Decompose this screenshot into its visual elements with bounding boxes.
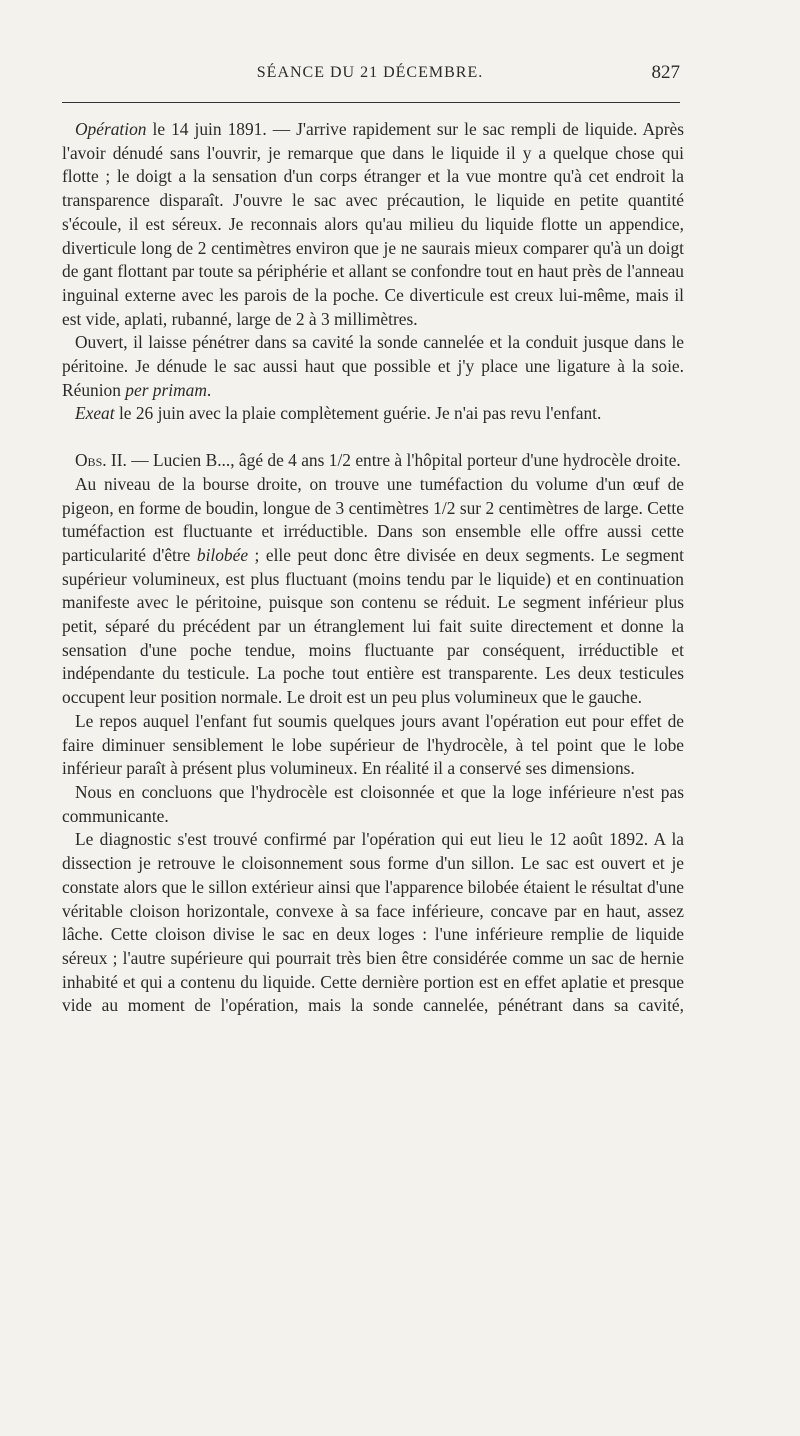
italic-word: bilobée <box>196 544 249 565</box>
paragraph-conclusion <box>62 781 684 828</box>
paragraph-text: — Lucien B..., âgé de 4 ans 1/2 entre à l'hôpital porteur d'une hydrocèle droite. <box>126 450 681 471</box>
paragraph-end: . <box>206 379 212 400</box>
page-header <box>60 62 680 92</box>
italic-phrase: per primam <box>125 379 207 400</box>
running-title: SÉANCE DU 21 DÉCEMBRE. <box>256 64 484 81</box>
italic-lead: Exeat <box>75 403 115 424</box>
paragraph-text-continued: ; elle peut donc être divisée en deux segments. Le segment supérieur volumineux, est plus fluctuant (moins tendu par le liquide) et en continuation manifeste avec le péritoine, puisque son contenu se réduit. Le segment inférieur plus petit, séparé du précédent par un étranglement lui fait suite directement et donne la sensation d'une poche tendue, moins fluctuante par conséquent, irréductible et indépendante du testicule. La poche tout entière est transparente. Les deux testicules occupent leur position normale. Le droit est un peu plus volumineux que le gauche. <box>62 544 684 708</box>
paragraph-text: le 26 juin avec la plaie complètement guérie. Je n'ai pas revu l'enfant. <box>114 403 602 424</box>
paragraph-ouvert <box>62 331 684 402</box>
paragraph-text: le 14 juin 1891. — J'arrive rapidement sur le sac rempli de liquide. Après l'avoir dénudé sans l'ouvrir, je remarque que dans le liquide il y a quelque chose qui flotte ; le doigt a la sensation d'un corps étranger et la vue montre qu'à cet endroit la transparence disparaît. J'ouvre le sac avec précaution, le liquide en petite quantité s'écoule, il est séreux. Je reconnais alors qu'au milieu du liquide flotte un appendice, diverticule long de 2 centimètres environ que je ne saurais mieux comparer qu'à un doigt de gant flottant par toute sa périphérie et allant se confondre tout en haut près de l'anneau inguinal externe avec les parois de la poche. Ce diverticule est creux lui-même, mais il est vide, aplati, rubanné, large de 2 à 3 millimètres. <box>62 119 684 329</box>
observation-label: Obs. II. <box>75 450 127 471</box>
paragraph-observation-heading <box>62 449 684 473</box>
paragraph-text: Ouvert, il laisse pénétrer dans sa cavité la sonde cannelée et la conduit jusque dans le péritoine. Je dénude le sac aussi haut que possible et j'y place une ligature à la soie. Réunion <box>62 332 684 400</box>
header-rule <box>62 102 680 103</box>
italic-lead: Opération <box>75 119 147 139</box>
body-text <box>62 118 684 1018</box>
paragraph-exeat <box>62 402 684 426</box>
paragraph-text: Au niveau de la bourse droite, on trouve une tuméfaction du volume d'un œuf de pigeon, en forme de boudin, longue de 3 centimètres 1/2 sur 2 centimètres de large. Cette tuméfaction est fluctuante et irréductible. Dans son ensemble elle offre aussi cette particularité d'être <box>62 473 684 565</box>
paragraph-text: Nous en concluons que l'hydrocèle est cloisonnée et que la loge inférieure n'est pas communicante. <box>62 781 684 826</box>
paragraph-bourse <box>62 473 684 710</box>
paragraph-diagnostic <box>62 828 684 1018</box>
paragraph-text: Le repos auquel l'enfant fut soumis quelques jours avant l'opération eut pour effet de faire diminuer sensiblement le lobe supérieur de l'hydrocèle, à tel point que le lobe inférieur paraît à présent plus volumineux. En réalité il a conservé ses dimensions. <box>62 710 684 779</box>
page-number: 827 <box>651 62 680 83</box>
paragraph-operation <box>62 118 684 331</box>
paragraph-repos <box>62 710 684 781</box>
paragraph-text: Le diagnostic s'est trouvé confirmé par l'opération qui eut lieu le 12 août 1892. A la dissection je retrouve le cloisonnement sous forme d'un sillon. Le sac est ouvert et je constate alors que le sillon extérieur ainsi que l'apparence bilobée étaient le résultat d'une véritable cloison horizontale, convexe à sa face inférieure, concave par en haut, assez lâche. Cette cloison divise le sac en deux loges : l'une inférieure remplie de liquide séreux ; l'autre supérieure qui pourrait très bien être considérée comme un sac de hernie inhabité et qui a contenu du liquide. Cette dernière portion est en effet aplatie et presque vide au moment de l'opération, mais la sonde cannelée, pénétrant dans sa cavité, <box>62 829 684 1016</box>
